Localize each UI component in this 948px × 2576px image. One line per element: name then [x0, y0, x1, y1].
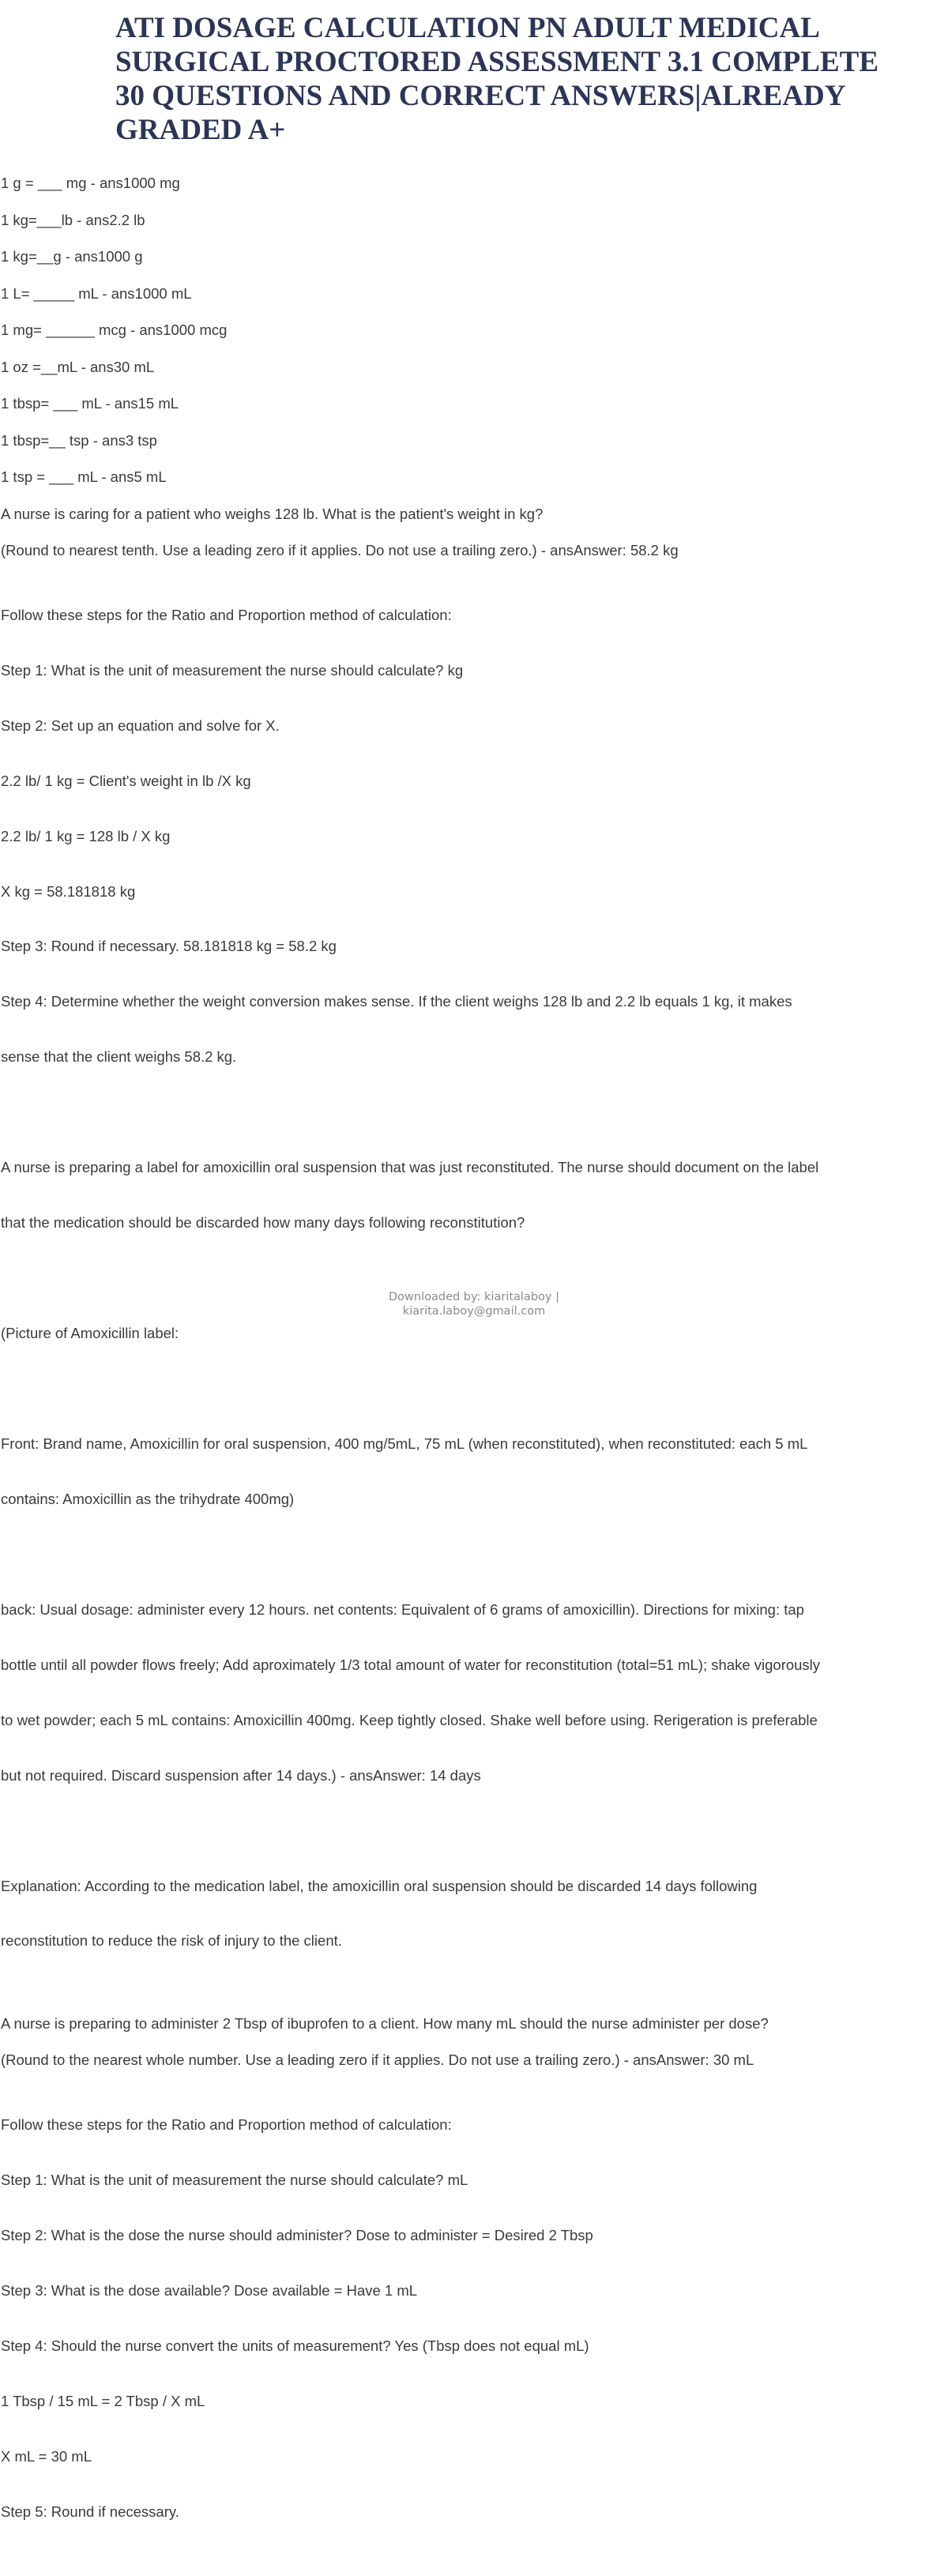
text-line: back: Usual dosage: administer every 12 hours. net contents: Equivalent of 6 grams of amoxicillin). Directions for mixing: tap	[1, 1600, 804, 1618]
step-line: Step 4: Determine whether the weight conversion makes sense. If the client weighs 128 lb and 2.2 lb equals 1 kg, it makes	[1, 993, 792, 1010]
step-line: Step 5: Round if necessary.	[1, 2503, 179, 2520]
text-line: that the medication should be discarded how many days following reconstitution?	[1, 1214, 525, 1232]
conversion-line: 1 kg=___lb - ans2.2 lb	[1, 211, 145, 228]
step-line: 1 Tbsp / 15 mL = 2 Tbsp / X mL	[1, 2392, 205, 2409]
document-title: ATI DOSAGE CALCULATION PN ADULT MEDICAL SURGICAL PROCTORED ASSESSMENT 3.1 COMPLETE 30 QUESTIONS AND CORRECT ANSWERS|ALREADY GRADED A+	[115, 12, 878, 146]
step-line: Step 1: What is the unit of measurement the nurse should calculate? mL	[1, 2172, 468, 2189]
step-line: X kg = 58.181818 kg	[1, 882, 136, 900]
answer-text: (Round to the nearest whole number. Use a leading zero if it applies. Do not use a trailing zero.) - ansAnswer: 30 mL	[1, 2051, 754, 2069]
label-front	[1, 1397, 901, 1544]
text-line: (Picture of Amoxicillin label:	[1, 1325, 179, 1342]
question-text	[1, 1122, 901, 1269]
step-line: sense that the client weighs 58.2 kg.	[1, 1048, 237, 1066]
conversion-line: 1 oz =__mL - ans30 mL	[1, 358, 155, 375]
label-back	[1, 1563, 901, 1821]
conversion-line: 1 L= _____ mL - ans1000 mL	[1, 284, 192, 302]
calculation-steps	[1, 570, 901, 1104]
download-footer	[0, 1290, 948, 1318]
conversion-line: 1 g = ___ mg - ans1000 mg	[1, 175, 180, 191]
text-line: Explanation: According to the medication label, the amoxicillin oral suspension should be discarded 14 days following	[1, 1877, 758, 1894]
question-text: A nurse is preparing to administer 2 Tbsp of ibuprofen to a client. How many mL should the nurse administer per dose?	[1, 2014, 769, 2032]
text-line: reconstitution to reduce the risk of injury to the client.	[1, 1932, 342, 1950]
step-line: X mL = 30 mL	[1, 2447, 92, 2465]
calculation-steps	[1, 2079, 901, 2558]
step-line: 2.2 lb/ 1 kg = Client's weight in lb /X kg	[1, 772, 251, 789]
answer-text: (Round to nearest tenth. Use a leading zero if it applies. Do not use a trailing zero.) - ansAnswer: 58.2 kg	[1, 542, 679, 558]
text-line: bottle until all powder flows freely; Add aproximately 1/3 total amount of water for reconstitution (total=51 mL); shake vigorously	[1, 1656, 821, 1673]
conversion-line: 1 tbsp=__ tsp - ans3 tsp	[1, 431, 157, 449]
text-line: A nurse is preparing a label for amoxicillin oral suspension that was just reconstituted. The nurse should document on the label	[1, 1159, 819, 1176]
step-line: Step 4: Should the nurse convert the units of measurement? Yes (Tbsp does not equal mL)	[1, 2337, 589, 2355]
footer-downloaded-by: Downloaded by: kiaritalaboy |	[389, 1291, 559, 1303]
text-line: Front: Brand name, Amoxicillin for oral suspension, 400 mg/5mL, 75 mL (when reconstituted), when reconstituted: each 5 mL	[1, 1435, 808, 1453]
conversion-line: 1 tsp = ___ mL - ans5 mL	[1, 468, 167, 485]
step-line: Step 1: What is the unit of measurement the nurse should calculate? kg	[1, 661, 464, 679]
step-line: Follow these steps for the Ratio and Proportion method of calculation:	[1, 2116, 452, 2134]
question-text: A nurse is caring for a patient who weighs 128 lb. What is the patient's weight in kg?	[1, 505, 544, 522]
conversion-line: 1 kg=__g - ans1000 g	[1, 248, 143, 265]
text-line: contains: Amoxicillin as the trihydrate 400mg)	[1, 1490, 295, 1507]
step-line: Step 3: Round if necessary. 58.181818 kg = 58.2 kg	[1, 938, 337, 955]
step-line: 2.2 lb/ 1 kg = 128 lb / X kg	[1, 827, 171, 844]
document-body	[1, 165, 901, 2576]
text-line: to wet powder; each 5 mL contains: Amoxicillin 400mg. Keep tightly closed. Shake well before using. Rerigeration is preferable	[1, 1711, 818, 1728]
conversion-line: 1 tbsp= ___ mL - ans15 mL	[1, 395, 179, 412]
step-line: Step 2: Set up an equation and solve for X.	[1, 716, 280, 734]
footer-email: kiarita.laboy@gmail.com	[402, 1305, 546, 1318]
explanation	[1, 1840, 901, 1987]
step-line: Step 2: What is the dose the nurse should administer? Dose to administer = Desired 2 Tbsp	[1, 2227, 593, 2244]
step-line: Follow these steps for the Ratio and Proportion method of calculation:	[1, 607, 452, 624]
text-line: but not required. Discard suspension after 14 days.) - ansAnswer: 14 days	[1, 1766, 481, 1784]
step-line: Step 3: What is the dose available? Dose available = Have 1 mL	[1, 2282, 418, 2300]
conversion-line: 1 mg= ______ mcg - ans1000 mcg	[1, 322, 228, 338]
